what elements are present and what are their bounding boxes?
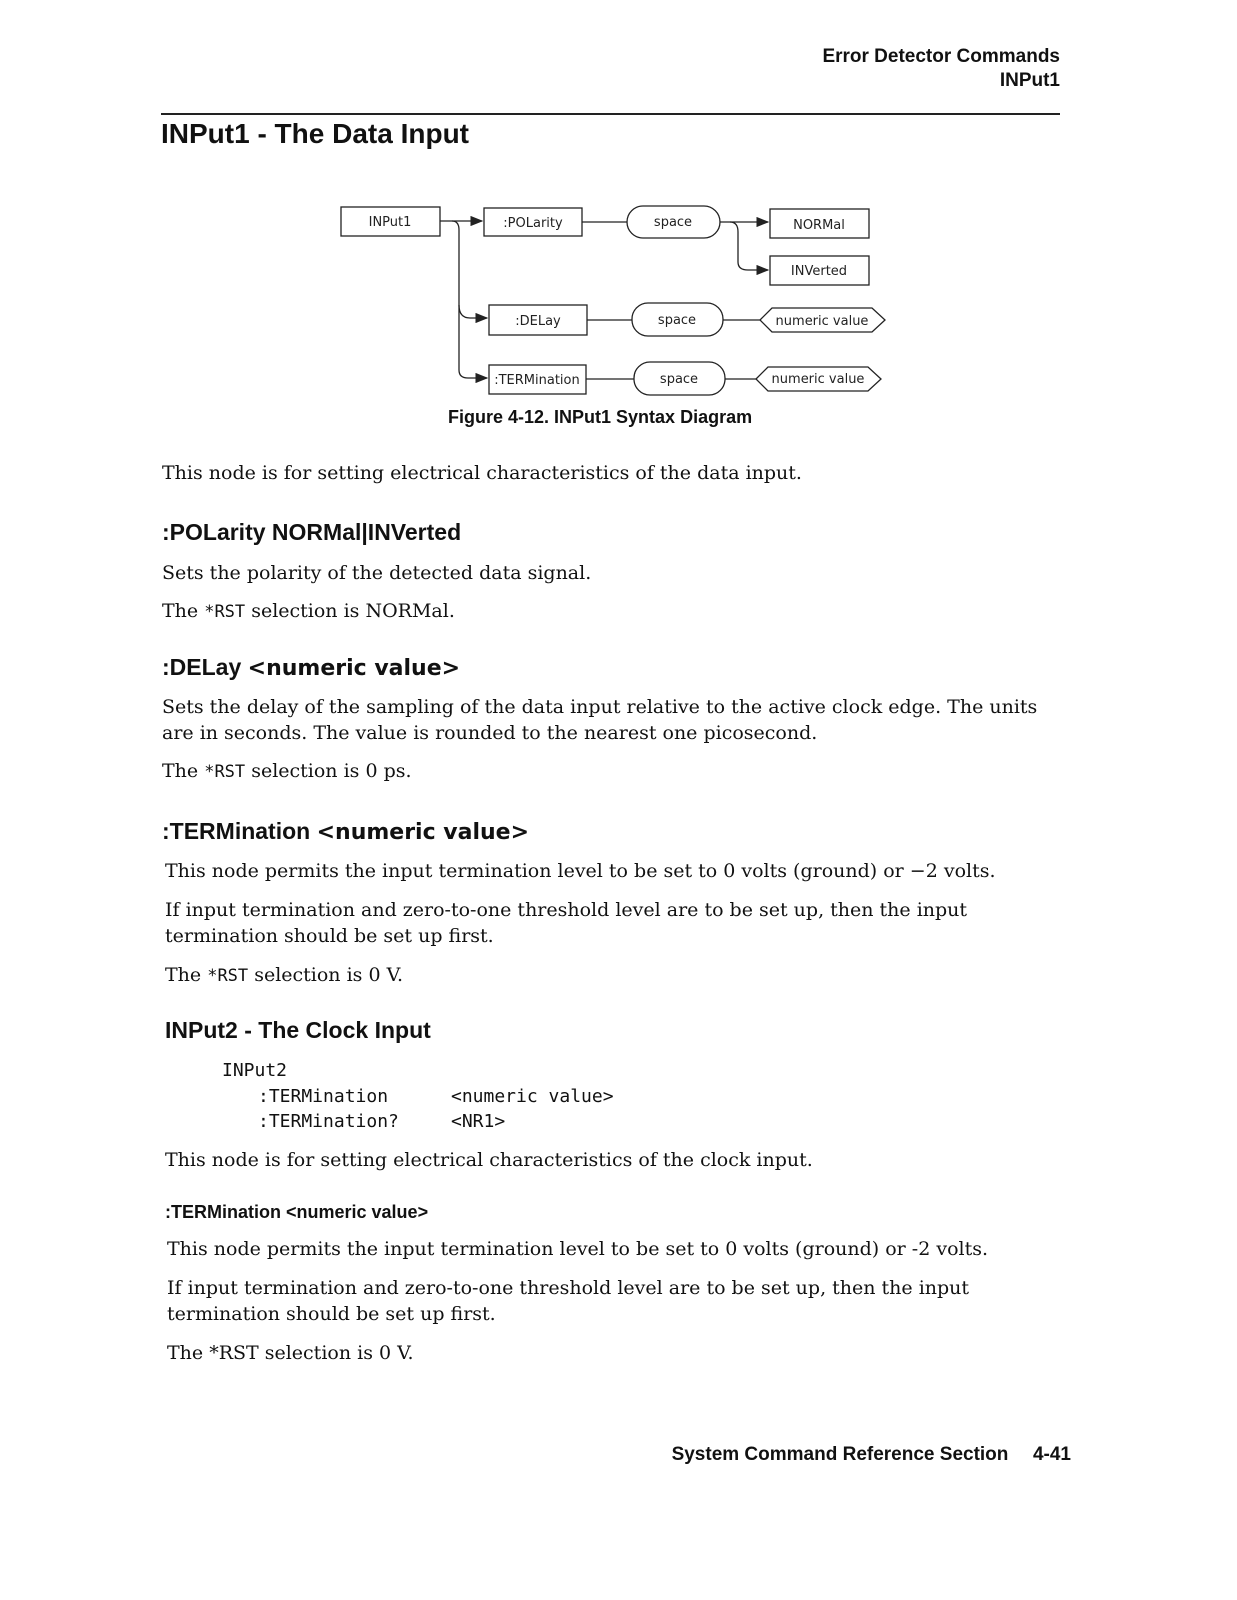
termination-description: This node permits the input termination level to be set to 0 volts (ground) or −2 volts.	[165, 860, 996, 882]
polarity-heading	[162, 519, 461, 546]
delay-rst-prefix: The	[162, 760, 205, 782]
input2-termination-note-line-1: If input termination and zero-to-one threshold level are to be set up, then the input	[167, 1277, 970, 1299]
termination-rst-suffix: selection is 0 V.	[248, 964, 404, 986]
delay-rst-suffix: selection is 0 ps.	[245, 760, 412, 782]
intro-paragraph: This node is for setting electrical characteristics of the data input.	[162, 462, 802, 484]
input2-heading: INPut2 - The Clock Input	[165, 1017, 431, 1043]
page-footer	[672, 1444, 1071, 1466]
diagram-label-numeric-1: numeric value	[775, 314, 869, 329]
running-header-node: INPut1	[999, 70, 1060, 91]
termination-rst-prefix: The	[165, 964, 208, 986]
diagram-label-space-2: space	[657, 313, 697, 328]
diagram-label-delay: :DELay	[515, 314, 561, 329]
polarity-rst-suffix: selection is NORMal.	[245, 600, 455, 622]
diagram-label-space-3: space	[659, 372, 699, 387]
polarity-rst-code: *RST	[204, 602, 246, 622]
delay-description-line-1: Sets the delay of the sampling of the data input relative to the active clock edge. The units	[162, 696, 1038, 718]
delay-description-line-2: are in seconds. The value is rounded to the nearest one picosecond.	[162, 722, 818, 744]
diagram-label-normal: NORMal	[793, 218, 845, 233]
input2-termination-rst: The *RST selection is 0 V.	[167, 1342, 414, 1364]
delay-heading-cmd: :DELay	[162, 654, 242, 680]
diagram-label-termination: :TERMination	[494, 373, 580, 388]
input2-intro: This node is for setting electrical characteristics of the clock input.	[165, 1149, 813, 1171]
delay-rst-code: *RST	[204, 762, 246, 782]
termination-heading	[162, 818, 529, 845]
footer-section: System Command Reference Section	[671, 1444, 1009, 1465]
figure-caption: Figure 4-12. INPut1 Syntax Diagram	[448, 407, 753, 427]
polarity-description: Sets the polarity of the detected data signal.	[162, 562, 592, 584]
input2-code-cmd-2: :TERMination?	[258, 1111, 399, 1132]
input2-termination-heading-arg: <numeric value>	[286, 1202, 429, 1222]
delay-rst	[162, 758, 412, 786]
polarity-rst	[162, 598, 455, 626]
termination-rst-code: *RST	[207, 966, 249, 986]
input2-termination-heading-cmd: :TERMination	[165, 1202, 281, 1222]
running-header-section: Error Detector Commands	[822, 46, 1060, 67]
delay-heading-arg: <numeric value>	[247, 656, 461, 681]
footer-page-number: 4-41	[1032, 1444, 1071, 1465]
delay-heading	[162, 654, 460, 681]
termination-note-line-2: termination should be set up first.	[165, 925, 494, 947]
page-title: INPut1 - The Data Input	[161, 118, 469, 149]
termination-heading-cmd: :TERMination	[162, 818, 311, 844]
input2-termination-description: This node permits the input termination level to be set to 0 volts (ground) or -2 volts.	[167, 1238, 989, 1260]
termination-heading-arg: <numeric value>	[316, 820, 530, 845]
input2-code-root: INPut2	[222, 1060, 288, 1081]
polarity-rst-prefix: The	[162, 600, 205, 622]
input2-termination-heading	[165, 1202, 428, 1223]
diagram-label-inputl: INPut1	[368, 215, 412, 230]
diagram-label-numeric-2: numeric value	[771, 372, 865, 387]
polarity-heading-cmd: :POLarity	[162, 519, 266, 545]
termination-note-line-1: If input termination and zero-to-one threshold level are to be set up, then the input	[165, 899, 968, 921]
polarity-heading-args: NORMal|INVerted	[271, 519, 462, 545]
diagram-label-inverted: INVerted	[790, 264, 848, 279]
termination-rst	[165, 962, 403, 990]
diagram-label-space-1: space	[653, 215, 693, 230]
input2-code-arg-1: <numeric value>	[451, 1086, 614, 1107]
diagram-label-polarity: :POLarity	[503, 216, 563, 231]
input2-code-cmd-1: :TERMination	[258, 1086, 389, 1107]
input2-termination-note-line-2: termination should be set up first.	[167, 1303, 496, 1325]
syntax-diagram	[0, 0, 1237, 410]
input2-code-arg-2: <NR1>	[451, 1111, 506, 1132]
